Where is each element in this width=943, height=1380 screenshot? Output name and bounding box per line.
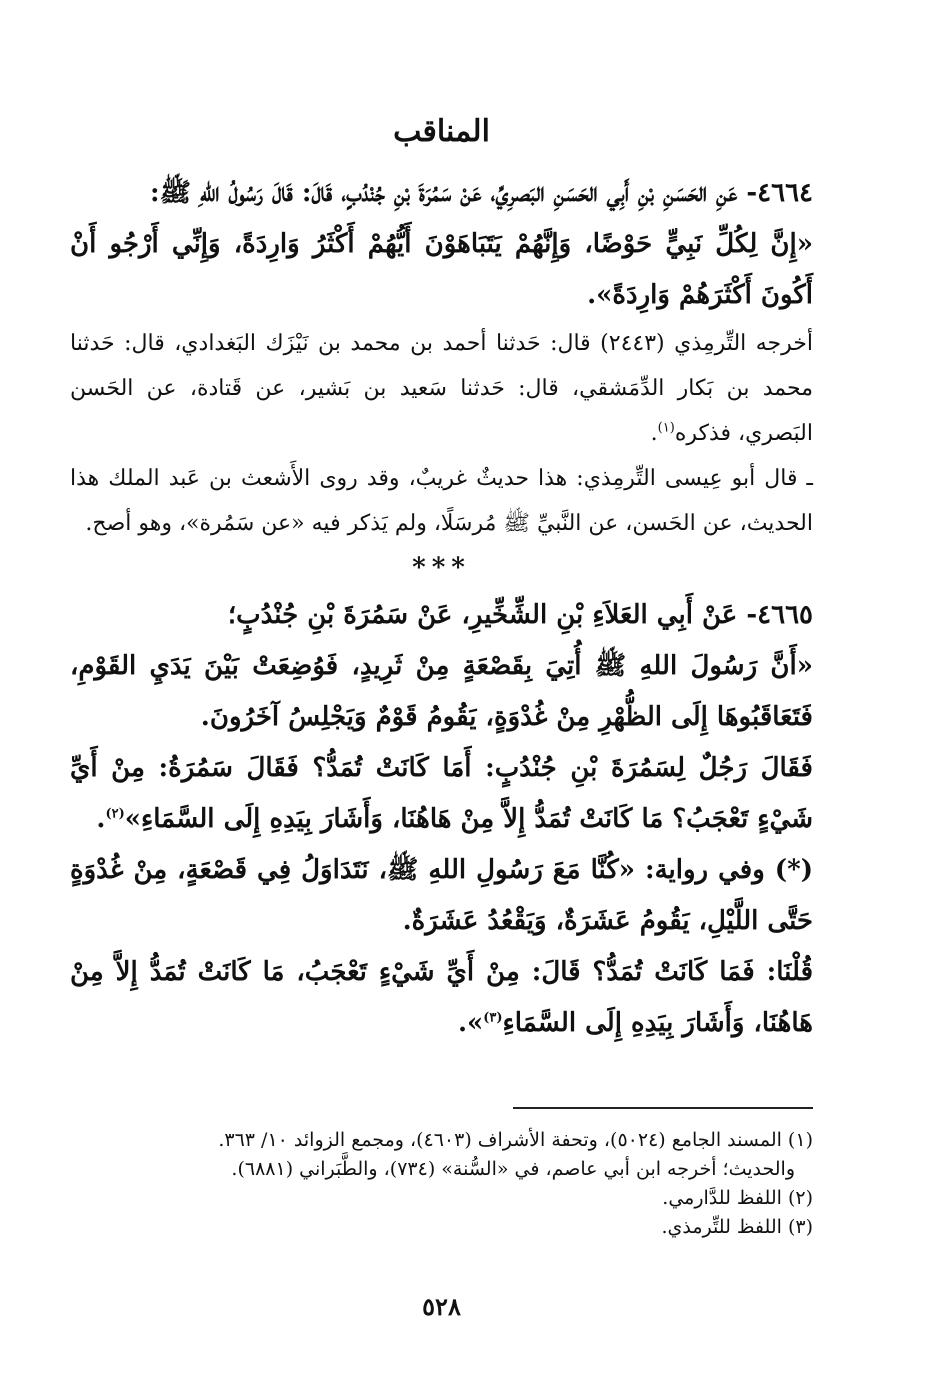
isnad-text: عَنْ أَبِي العَلاَءِ بْنِ الشِّخِّيرِ، عَنْ سَمُرَةَ بْنِ جُنْدُبٍ؛ (227, 600, 738, 630)
footnote-divider (513, 1107, 813, 1109)
footnote-ref-3: (٣) (483, 1010, 503, 1026)
page-number: ٥٢٨ (422, 1292, 461, 1321)
hadith-4664-comment: ـ قال أبو عِيسى التِّرمِذي: هذا حديثٌ غريبٌ، وقد روى الأَشعث بن عَبد الملك هذا الحديث، عن الحَسن، عن النَّبيِّ ﷺ مُرسَلًا، ولم يَذكر فيه «عن سَمُرة»، وهو أصح. (70, 466, 813, 536)
takhrij-text: أخرجه التِّرمِذي (٢٤٤٣) قال: حَدثنا أحمد بن محمد بن نَيْزَك البَغدادي، قال: حَدثنا محمد بن بَكار الدِّمَشقي، قال: حَدثنا سَعيد بن بَشير، عن قَتادة، عن الحَسن البَصري، فذكره (70, 331, 813, 446)
footnote-1: (١) المسند الجامع (٥٠٢٤)، وتحفة الأشراف (٤٦٠٣)، ومجمع الزوائد ١٠/ ٣٦٣. (218, 1129, 813, 1151)
hadith-number: ٤٦٦٤- (746, 178, 813, 208)
footnote-ref-2: (٢) (105, 806, 125, 822)
footnote-ref-1: (١) (657, 420, 675, 436)
hadith-4665-matn-2: فَقَالَ رَجُلٌ لِسَمُرَةَ بْنِ جُنْدُبٍ: أَمَا كَانَتْ تُمَدُّ؟ فَقَالَ سَمُرَةُ: مِنْ أَيِّ شَيْءٍ تَعْجَبُ؟ مَا كَانَتْ تُمَدُّ إِلاَّ مِنْ هَاهُنَا، وَأَشَارَ بِيَدِهِ إِلَى السَّمَاءِ»$^{(٢)}$. (70, 753, 813, 834)
matn-text: فَقَالَ رَجُلٌ لِسَمُرَةَ بْنِ جُنْدُبٍ: أَمَا كَانَتْ تُمَدُّ؟ فَقَالَ سَمُرَةُ: مِنْ أَيِّ شَيْءٍ تَعْجَبُ؟ مَا كَانَتْ تُمَدُّ إِلاَّ مِنْ هَاهُنَا، وَأَشَارَ بِيَدِهِ إِلَى السَّمَاءِ» (70, 753, 813, 834)
footnote-1-continued: والحديث؛ أخرجه ابن أبي عاصم، في «السُّنة» (٧٣٤)، والطَّبَراني (٦٨٨١). (231, 1158, 795, 1180)
running-header: المناقب (393, 114, 490, 149)
footnote-3: (٣) اللفظ للتِّرمذي. (661, 1216, 813, 1238)
hadith-4665-riwaya-1: (*) وفي رواية: «كُنَّا مَعَ رَسُولِ اللهِ ﷺ، نَتَدَاوَلُ فِي قَصْعَةٍ، مِنْ غُدْوَةٍ حَتَّى اللَّيْلِ، يَقُومُ عَشَرَةٌ، وَيَقْعُدُ عَشَرَةٌ. (70, 855, 813, 936)
book-page (70, 0, 813, 1380)
main-text (70, 168, 813, 1049)
riwaya-end: ». (457, 1008, 484, 1038)
hadith-4664-isnad (70, 168, 813, 219)
hadith-4664-matn: «إِنَّ لِكُلِّ نَبِيٍّ حَوْضًا، وَإِنَّهُمْ يَتَبَاهَوْنَ أَيُّهُمْ أَكْثَرُ وَارِدَةً، وَإِنِّي أَرْجُو أَنْ أَكُونَ أَكْثَرَهُمْ وَارِدَةً». (70, 229, 813, 310)
footnotes (70, 1126, 813, 1242)
hadith-4665-matn-1: «أَنَّ رَسُولَ اللهِ ﷺ أُتِيَ بِقَصْعَةٍ مِنْ ثَرِيدٍ، فَوُضِعَتْ بَيْنَ يَدَيِ القَوْمِ، فَتَعَاقَبُوهَا إِلَى الظُّهْرِ مِنْ غُدْوَةٍ، يَقُومُ قَوْمٌ وَيَجْلِسُ آخَرُونَ. (70, 651, 813, 732)
hadith-4665-isnad (70, 590, 813, 641)
isnad-text: عَنِ الحَسَنِ بْنِ أَبِي الحَسَنِ البَصرِيِّ، عَنْ سَمُرَةَ بْنِ جُنْدُبٍ، قَالَ: قَالَ رَسُولُ اللهِ ﷺ: (149, 178, 738, 208)
hadith-4665-riwaya-2 (70, 947, 813, 1049)
footnote-2: (٢) اللفظ للدَّارمي. (662, 1187, 813, 1209)
riwaya-text: قُلْنَا: فَمَا كَانَتْ تُمَدُّ؟ قَالَ: مِنْ أَيِّ شَيْءٍ تَعْجَبُ، مَا كَانَتْ تُمَدُّ إِلاَّ مِنْ هَاهُنَا، وَأَشَارَ بِيَدِهِ إِلَى السَّمَاءِ (70, 957, 813, 1038)
section-separator: *** (412, 553, 471, 583)
hadith-number: ٤٦٦٥- (746, 600, 813, 630)
hadith-4664-takhrij: أخرجه التِّرمِذي (٢٤٤٣) قال: حَدثنا أحمد بن محمد بن نَيْزَك البَغدادي، قال: حَدثنا محمد بن بَكار الدِّمَشقي، قال: حَدثنا سَعيد بن بَشير، عن قَتادة، عن الحَسن البَصري، فذكره$^{(١)}$. (70, 331, 813, 446)
